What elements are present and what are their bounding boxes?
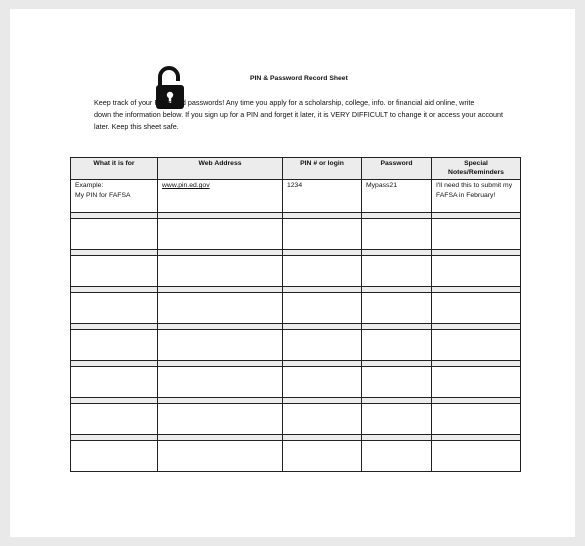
- blank-cell[interactable]: [158, 219, 283, 250]
- table-row: [71, 404, 521, 435]
- example-web-cell: [158, 180, 283, 213]
- record-table: [70, 157, 521, 472]
- intro-line: Keep track of your PIN s and passwords! Any time you apply for a scholarship, college, info. or financial aid online, write: [94, 98, 475, 107]
- example-pin: 1234: [283, 180, 362, 213]
- example-what-line: Example:: [75, 182, 104, 189]
- blank-cell[interactable]: [432, 404, 521, 435]
- blank-cell[interactable]: [71, 441, 158, 472]
- header-pin: PIN # or login: [283, 158, 362, 180]
- blank-cell[interactable]: [158, 293, 283, 324]
- blank-cell[interactable]: [432, 441, 521, 472]
- example-row: [71, 180, 521, 213]
- blank-cell[interactable]: [158, 404, 283, 435]
- document-title: PIN & Password Record Sheet: [250, 75, 348, 82]
- blank-cell[interactable]: [158, 367, 283, 398]
- header-password: Password: [362, 158, 432, 180]
- table-header-row: [71, 158, 521, 180]
- blank-cell[interactable]: [158, 256, 283, 287]
- example-notes: [432, 180, 521, 213]
- table-row: [71, 219, 521, 250]
- header-notes-line: Special: [464, 160, 488, 167]
- example-what: [71, 180, 158, 213]
- blank-cell[interactable]: [283, 367, 362, 398]
- blank-cell[interactable]: [362, 330, 432, 361]
- table-row: [71, 293, 521, 324]
- blank-cell[interactable]: [362, 367, 432, 398]
- blank-cell[interactable]: [71, 219, 158, 250]
- blank-cell[interactable]: [283, 293, 362, 324]
- blank-cell[interactable]: [158, 330, 283, 361]
- table-row: [71, 256, 521, 287]
- header-notes: [432, 158, 521, 180]
- blank-cell[interactable]: [362, 441, 432, 472]
- blank-cell[interactable]: [158, 441, 283, 472]
- blank-cell[interactable]: [71, 256, 158, 287]
- blank-cell[interactable]: [362, 404, 432, 435]
- blank-cell[interactable]: [283, 441, 362, 472]
- example-notes-line: FAFSA in February!: [436, 192, 496, 199]
- header-notes-line: Notes/Reminders: [448, 169, 504, 176]
- blank-cell[interactable]: [362, 293, 432, 324]
- example-what-line: My PIN for FAFSA: [75, 192, 131, 199]
- intro-paragraph: [94, 97, 503, 133]
- blank-cell[interactable]: [432, 293, 521, 324]
- blank-cell[interactable]: [432, 219, 521, 250]
- table-row: [71, 367, 521, 398]
- blank-cell[interactable]: [71, 330, 158, 361]
- blank-cell[interactable]: [432, 330, 521, 361]
- example-web-link[interactable]: www.pin.ed.gov: [162, 182, 210, 189]
- blank-cell[interactable]: [432, 256, 521, 287]
- table-row: [71, 441, 521, 472]
- blank-cell[interactable]: [283, 404, 362, 435]
- blank-cell[interactable]: [71, 293, 158, 324]
- blank-cell[interactable]: [432, 367, 521, 398]
- blank-cell[interactable]: [362, 219, 432, 250]
- blank-cell[interactable]: [71, 404, 158, 435]
- example-password: Mypass21: [362, 180, 432, 213]
- blank-cell[interactable]: [283, 256, 362, 287]
- header-web-address: Web Address: [158, 158, 283, 180]
- blank-cell[interactable]: [362, 256, 432, 287]
- header-what: What it is for: [71, 158, 158, 180]
- table-row: [71, 330, 521, 361]
- intro-line: down the information below. If you sign up for a PIN and forget it later, it is VERY DIFFICULT to change it or access your account: [94, 110, 503, 119]
- intro-line: later. Keep this sheet safe.: [94, 122, 179, 131]
- example-notes-line: I'll need this to submit my: [436, 182, 513, 189]
- blank-cell[interactable]: [283, 219, 362, 250]
- blank-cell[interactable]: [283, 330, 362, 361]
- blank-cell[interactable]: [71, 367, 158, 398]
